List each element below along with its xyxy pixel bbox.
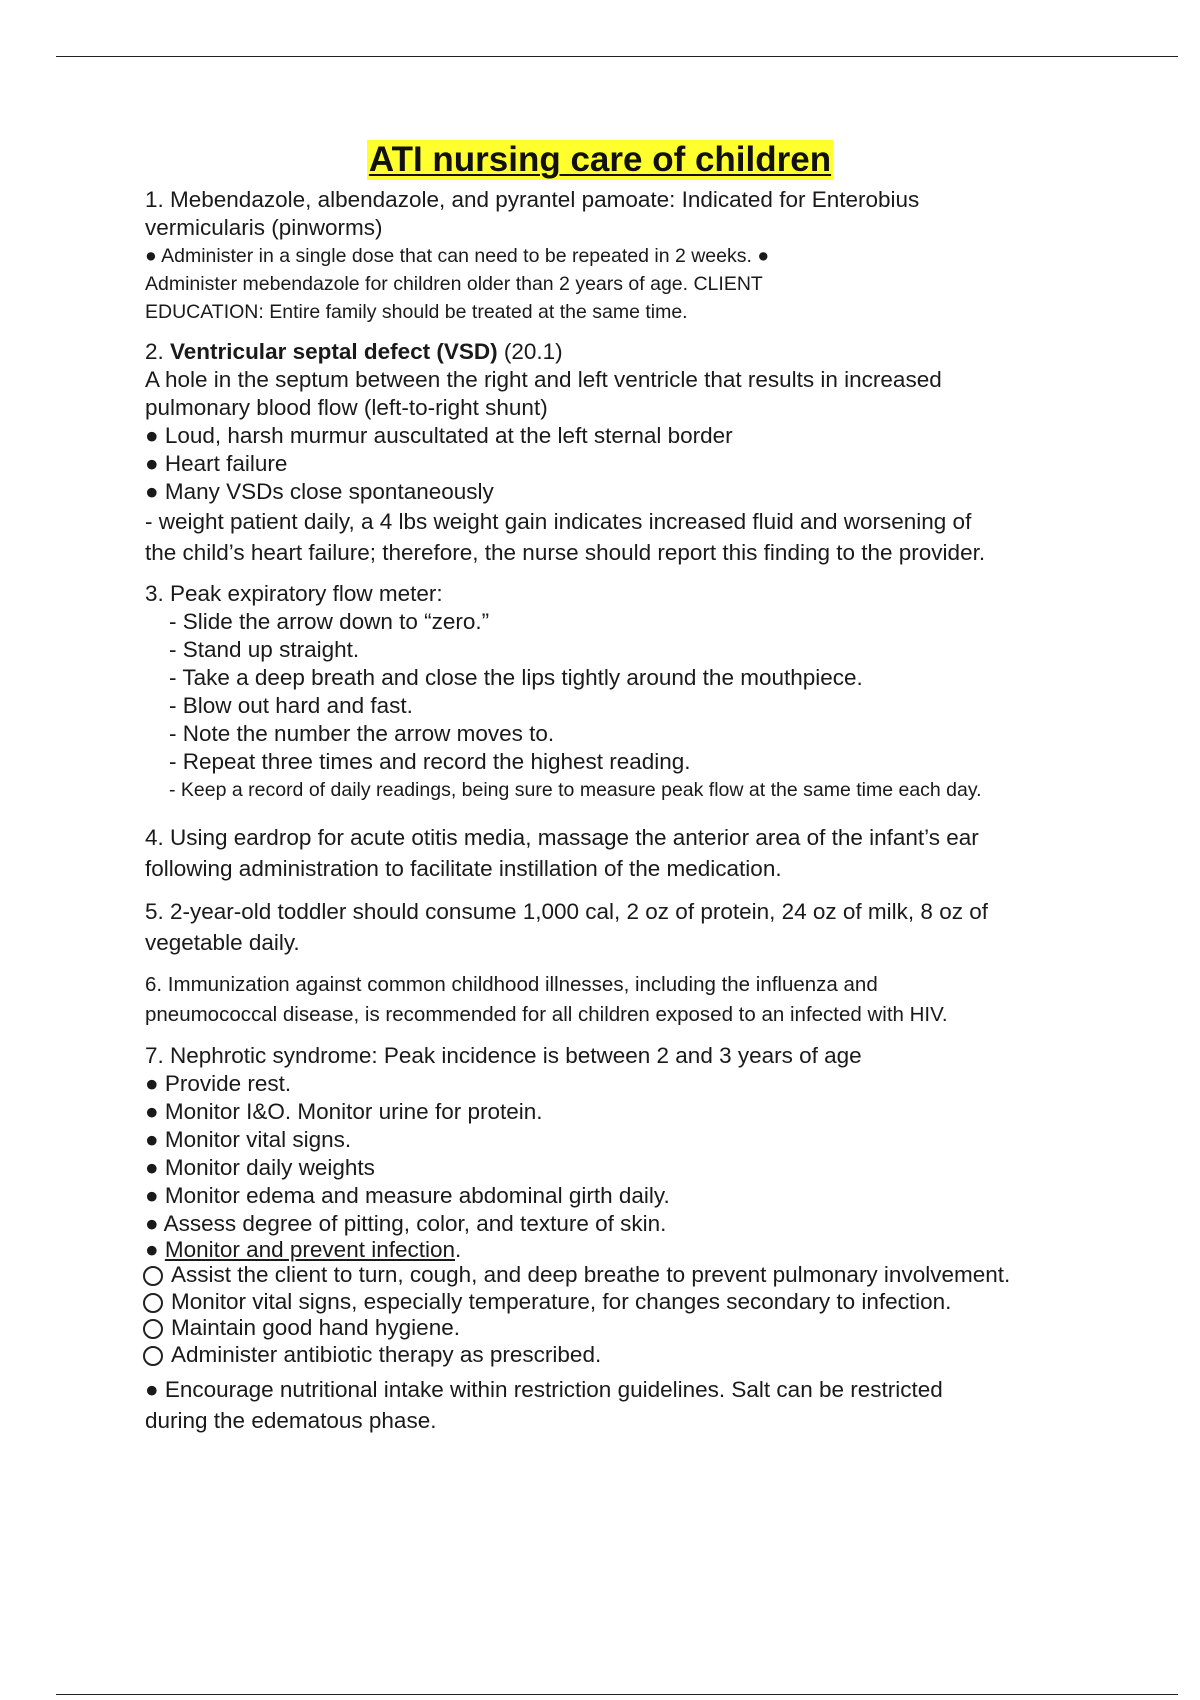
section-2-number: 2. <box>145 339 171 364</box>
section-7-infection-period: . <box>455 1237 462 1262</box>
section-2-heading <box>145 338 1085 366</box>
section-6-line-1: 6. Immunization against common childhood illnesses, including the influenza and <box>145 973 878 996</box>
section-7-infection-bullet: ● <box>145 1237 165 1262</box>
section-7-bullet-2: ● Monitor I&O. Monitor urine for protein. <box>145 1099 543 1124</box>
section-2-line-3: pulmonary blood flow (left-to-right shunt) <box>145 395 548 420</box>
section-2-line-2: A hole in the septum between the right and left ventricle that results in increased <box>145 367 942 392</box>
section-4-line-1: 4. Using eardrop for acute otitis media, massage the anterior area of the infant’s ear <box>145 825 979 850</box>
section-4-eardrop <box>145 822 1085 884</box>
section-3-step-1: - Slide the arrow down to “zero.” <box>169 609 490 634</box>
section-7-nephrotic-syndrome <box>145 1042 1085 1436</box>
section-2-line-8: the child’s heart failure; therefore, the nurse should report this finding to the provider. <box>145 540 986 565</box>
spacer <box>145 804 1085 822</box>
section-3-step-7: - Keep a record of daily readings, being sure to measure peak flow at the same time each day. <box>169 779 982 801</box>
spacer <box>145 568 1085 580</box>
section-3-step-4: - Blow out hard and fast. <box>169 693 413 718</box>
section-1-line-2: vermicularis (pinworms) <box>145 215 383 240</box>
section-7-infection-text: Monitor and prevent infection <box>164 1237 456 1262</box>
section-7-subitem-2 <box>143 1289 1085 1316</box>
section-2-vsd <box>145 338 1085 568</box>
section-3-step-5: - Note the number the arrow moves to. <box>169 721 555 746</box>
section-7-subitem-2-text: Monitor vital signs, especially temperature, for changes secondary to infection. <box>171 1288 952 1314</box>
circle-bullet-icon <box>143 1266 163 1286</box>
section-6-immunization <box>145 970 1085 1030</box>
section-7-bullet-infection <box>145 1238 1085 1262</box>
section-7-subitem-1-text: Assist the client to turn, cough, and deep breathe to prevent pulmonary involvement. <box>171 1262 1011 1287</box>
section-5-toddler-nutrition <box>145 896 1085 958</box>
document-body <box>145 186 1085 1436</box>
top-rule <box>56 56 1178 57</box>
circle-bullet-icon <box>143 1293 163 1313</box>
spacer <box>145 884 1085 896</box>
title-container <box>0 140 1200 180</box>
section-3-heading: 3. Peak expiratory flow meter: <box>145 581 443 606</box>
section-1-anthelmintics <box>145 186 1085 326</box>
section-1-line-4: Administer mebendazole for children older than 2 years of age. CLIENT <box>145 273 763 295</box>
section-1-line-3: ● Administer in a single dose that can need to be repeated in 2 weeks. ● <box>145 245 770 267</box>
section-7-bullet-6: ● Assess degree of pitting, color, and texture of skin. <box>145 1211 667 1236</box>
section-5-line-2: vegetable daily. <box>145 930 300 955</box>
section-3-peak-flow <box>145 580 1085 804</box>
section-2-reference: (20.1) <box>497 339 563 364</box>
section-7-bullet-1: ● Provide rest. <box>145 1071 292 1096</box>
section-3-step-3: - Take a deep breath and close the lips tightly around the mouthpiece. <box>169 665 863 690</box>
section-7-bullet-3: ● Monitor vital signs. <box>145 1127 352 1152</box>
section-7-bullet-4: ● Monitor daily weights <box>145 1155 375 1180</box>
section-6-line-2: pneumococcal disease, is recommended for all children exposed to an infected with HIV. <box>145 1003 948 1026</box>
section-2-bullet-murmur: ● Loud, harsh murmur auscultated at the left sternal border <box>145 423 733 448</box>
section-2-line-7: - weight patient daily, a 4 lbs weight gain indicates increased fluid and worsening of <box>145 509 972 534</box>
section-1-line-1: 1. Mebendazole, albendazole, and pyrantel pamoate: Indicated for Enterobius <box>145 187 920 212</box>
section-1-line-5: EDUCATION: Entire family should be treated at the same time. <box>145 301 688 323</box>
circle-bullet-icon <box>143 1319 163 1339</box>
section-7-subitem-3-text: Maintain good hand hygiene. <box>171 1315 460 1340</box>
section-7-subitem-1 <box>143 1262 1085 1289</box>
section-5-line-1: 5. 2-year-old toddler should consume 1,000 cal, 2 oz of protein, 24 oz of milk, 8 oz of <box>145 899 988 924</box>
bottom-rule <box>56 1694 1178 1695</box>
section-2-bullet-close: ● Many VSDs close spontaneously <box>145 479 494 504</box>
section-7-heading: 7. Nephrotic syndrome: Peak incidence is between 2 and 3 years of age <box>145 1043 862 1068</box>
page-title: ATI nursing care of children <box>368 140 832 179</box>
section-7-final-line-1: ● Encourage nutritional intake within restriction guidelines. Salt can be restricted <box>145 1377 943 1402</box>
spacer <box>145 1030 1085 1042</box>
section-7-final-line-2: during the edematous phase. <box>145 1408 437 1433</box>
section-2-bold-title: Ventricular septal defect (VSD) <box>170 339 498 364</box>
section-7-subitem-4 <box>143 1342 1085 1369</box>
spacer <box>145 958 1085 970</box>
section-4-line-2: following administration to facilitate instillation of the medication. <box>145 856 782 881</box>
section-2-bullet-heart-failure: ● Heart failure <box>145 451 288 476</box>
section-7-subitem-3 <box>143 1315 1085 1342</box>
section-7-subitem-4-text: Administer antibiotic therapy as prescribed. <box>171 1341 602 1367</box>
section-3-step-6: - Repeat three times and record the highest reading. <box>169 749 691 774</box>
section-7-bullet-5: ● Monitor edema and measure abdominal girth daily. <box>145 1183 670 1208</box>
spacer <box>145 326 1085 338</box>
section-3-step-2: - Stand up straight. <box>169 637 360 662</box>
circle-bullet-icon <box>143 1346 163 1366</box>
